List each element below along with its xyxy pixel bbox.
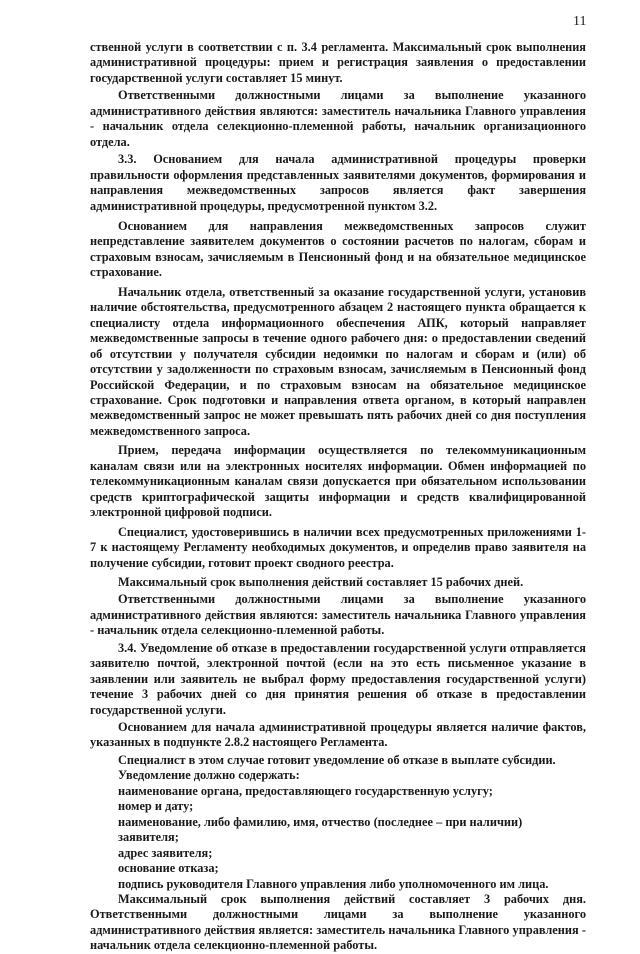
paragraph-continuation: ственной услуги в соответствии с п. 3.4 регламента. Максимальный срок выполнения административной процедуры: прием и регистрация заявления о предоставлении государственной услуги составляет 15 минут. xyxy=(90,40,586,85)
document-body xyxy=(90,40,586,954)
list-item-applicant-name: наименование, либо фамилию, имя, отчество (последнее – при наличии) заявителя; xyxy=(118,814,523,845)
paragraph-notice-contents: Уведомление должно содержать: xyxy=(118,768,300,783)
paragraph-section-3-3: 3.3. Основанием для начала административной процедуры проверки правильности оформления представленных заявителями документов, формирования и направления межведомственных запросов является факт завершения административной процедуры, предусмотренной пунктом 3.2. xyxy=(90,152,586,213)
paragraph-max-term-3: Максимальный срок выполнения действий составляет 3 рабочих дня. Ответственными должностными лицами за выполнение указанного административного действия является: заместитель начальника Главного управления - начальник отдела селекционно-племенной работы. xyxy=(90,892,586,953)
list-item-signature: подпись руководителя Главного управления либо уполномоченного им лица. xyxy=(118,876,549,891)
paragraph-department-head: Начальник отдела, ответственный за оказание государственной услуги, установив наличие обстоятельства, предусмотренного абзацем 2 настоящего пункта обращается к специалисту отдела информационного обеспечения АПК, который направляет межведомственные запросы в течение одного рабочего дня: о предоставлении сведений об отсутствии у получателя субсидии недоимки по налогам и сборам и (или) об отсутствии у задолженности по страховым взносам, зачисляемым в Пенсионный фонд Российской Федерации, и по страховым взносам на обязательное медицинское страхование. Срок подготовки и направления ответа органом, в который направлен межведомственный запрос не может превышать пять рабочих дней со дня поступления межведомственного запроса. xyxy=(90,284,586,438)
paragraph-responsible-officials: Ответственными должностными лицами за выполнение указанного административного действия являются: заместитель начальника Главного управления - начальник отдела селекционно-племенной работы, начальник организационного отдела. xyxy=(90,88,586,149)
paragraph-refusal-basis: Основанием для начала административной процедуры является наличие фактов, указанных в подпункте 2.8.2 настоящего Регламента. xyxy=(90,720,586,750)
list-item-applicant-address: адрес заявителя; xyxy=(118,845,213,860)
paragraph-information-exchange: Прием, передача информации осуществляется по телекоммуникационным каналам связи или на электронных носителях информации. Обмен информацией по телекоммуникационным каналам связи допускается при обязательном использовании средств криптографической защиты информации и средств квалифицированной электронной цифровой подписи. xyxy=(90,443,586,520)
list-item-number-date: номер и дату; xyxy=(118,799,194,814)
paragraph-refusal-notice: Специалист в этом случае готовит уведомление об отказе в выплате субсидии. xyxy=(118,752,556,767)
paragraph-interagency-basis: Основанием для направления межведомственных запросов служит непредставление заявителем документов о состоянии расчетов по налогам, сборам и страховым взносам, зачисляемым в Пенсионный фонд и на обязательное медицинское страхование. xyxy=(90,218,586,280)
list-item-refusal-reason: основание отказа; xyxy=(118,861,219,876)
paragraph-responsible-deputy: Ответственными должностными лицами за выполнение указанного административного действия являются: заместитель начальника Главного управления - начальник отдела селекционно-племенной работы. xyxy=(90,592,586,638)
paragraph-specialist-registry: Специалист, удостоверившись в наличии всех предусмотренных приложениями 1-7 к настоящему Регламенту необходимых документов, и определив право заявителя на получение субсидии, готовит проект сводного реестра. xyxy=(90,524,586,570)
paragraph-section-3-4: 3.4. Уведомление об отказе в предоставлении государственной услуги отправляется заявителю почтой, электронной почтой (если на это есть письменное указание в заявлении или заявитель не выбрал форму предоставления государственной услуги) течение 3 рабочих дней со дня принятия решения об отказе в предоставлении государственной услуги. xyxy=(90,640,586,717)
page-number: 11 xyxy=(573,14,587,29)
list-item-authority-name: наименование органа, предоставляющего государственную услугу; xyxy=(118,783,493,798)
paragraph-max-term-15: Максимальный срок выполнения действий составляет 15 рабочих дней. xyxy=(118,574,524,589)
